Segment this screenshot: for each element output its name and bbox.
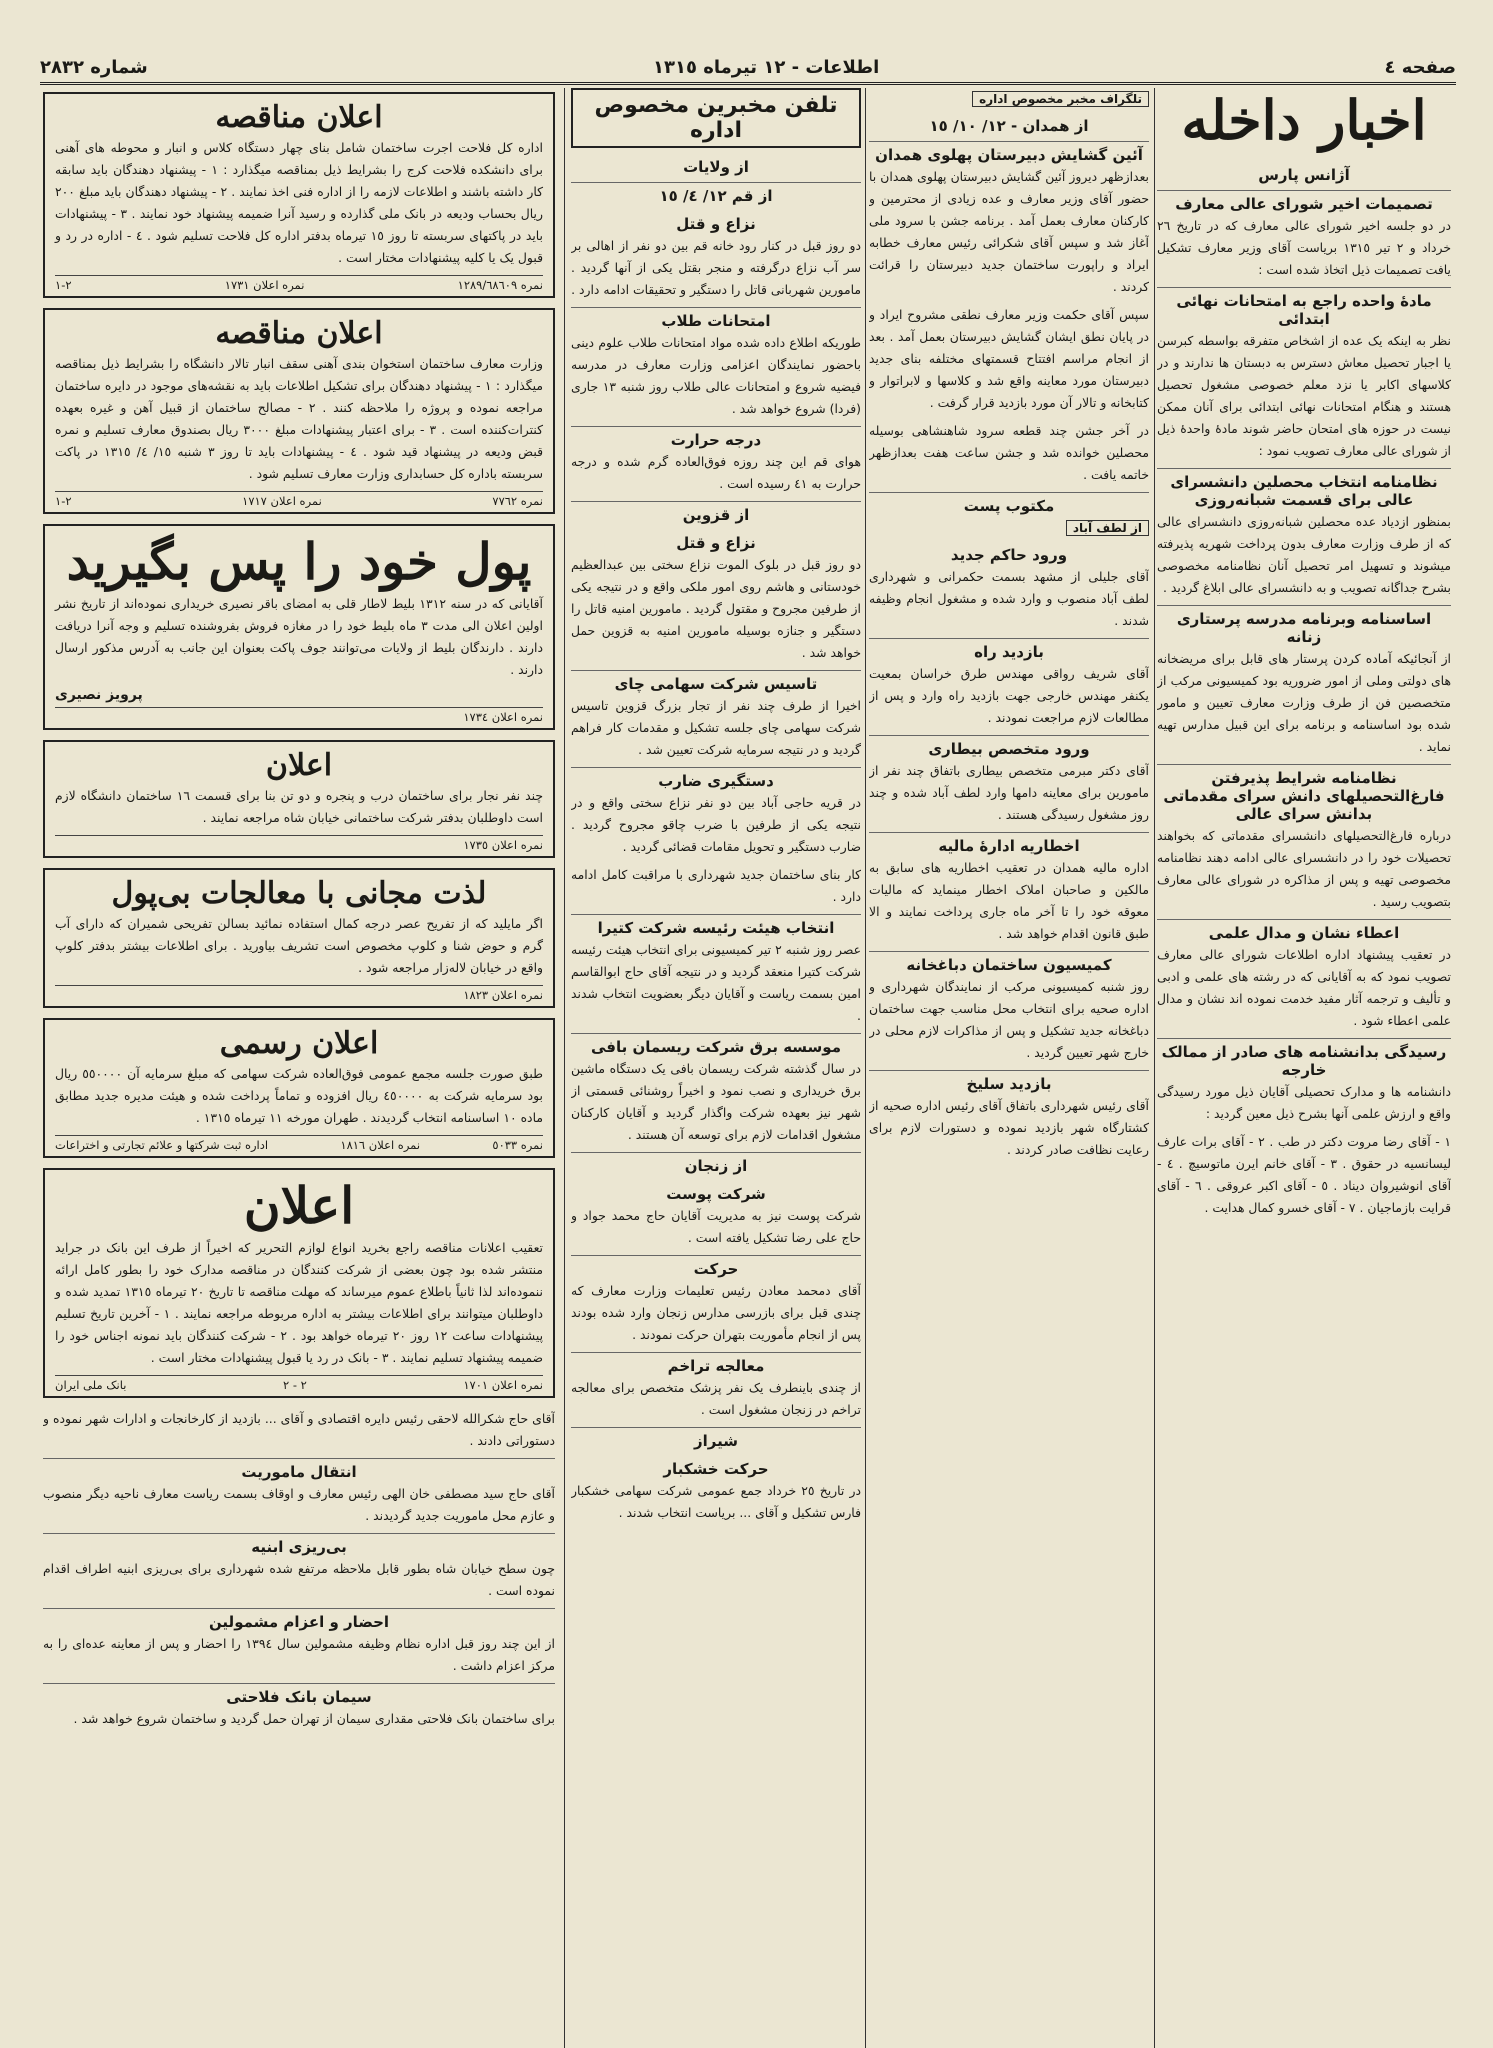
article-heading: معالجه تراخم	[571, 1352, 861, 1375]
page-label: صفحه ٤	[1384, 56, 1456, 78]
article-heading: بی‌ریزی ابنیه	[43, 1533, 555, 1556]
article-heading: مادهٔ واحده راجع به امتحانات نهائی ابتدائی	[1157, 287, 1451, 328]
provinces-column	[571, 88, 861, 1530]
article-text: سپس آقای حکمت وزیر معارف نطقی مشروح ایراد و در پایان نطق ایشان گشایش دبیرستان بعمل آمد . بعد از انجام مراسم افتتاح قسمتهای مختلفه بنای جدید دبیرستان مورد معاینه واقع شد و کلاسها و لابراتوار و کتابخانه و تالار آن مورد بازدید قرار گرفت .	[869, 307, 1149, 410]
article-text: آقای دکتر مبرمی متخصص بیطاری باتفاق چند نفر از مامورین برای معاینه دامها وارد لطف آباد شده و چند روز مشغول رسیدگی هستند .	[869, 763, 1149, 822]
article-text: اخیرا از طرف چند نفر از تجار بزرگ قزوین تاسیس شرکت سهامی چای جلسه تشکیل و مقدمات کار فراهم گردید و در نتیجه سرمایه شرکت تعیین شد .	[571, 698, 861, 757]
ad-part: ٢-١	[55, 278, 72, 292]
section-title: اخبار داخله	[1181, 88, 1427, 152]
dateline: از همدان - ١٢/ ١٠/ ١٥	[929, 117, 1089, 135]
ad-part: ٢-١	[55, 494, 72, 508]
tender-ad	[43, 308, 555, 514]
article-text: در سال گذشته شرکت ریسمان بافی یک دستگاه ماشین برق خریداری و نصب نمود و اخیراً روشنائی قسمتی از شهر نیز بعهده شرکت واگذار گردید و آقایان کارکنان مشغول اقدامات لازم برای توسعه آن هستند .	[571, 1061, 861, 1142]
issue-label: شماره ٢٨٣٢	[40, 56, 148, 78]
article-text: کار بنای ساختمان جدید شهرداری با مراقبت کامل ادامه دارد .	[571, 867, 861, 904]
telegraph-tag: تلگراف مخبر مخصوص اداره	[972, 91, 1149, 107]
article-heading: مکتوب پست	[869, 492, 1149, 515]
ad-notice-number: نمره اعلان ١٧٣١	[224, 278, 305, 292]
ad-footer	[55, 1375, 543, 1392]
column-rule	[564, 88, 565, 2048]
article-heading: نزاع و قتل	[676, 215, 756, 233]
article-text: نظر به اینکه یک عده از اشخاص متفرقه بواسطه کبرسن یا اجبار تحصیل معاش دسترس به دبستان ها ندارند و در کلاسهای اکابر یا نزد معلم خصوصی مشغول تحصیل هستند و هنگام امتحانات نهائی ابتدائی برای آنان ممکن نیست در حوزه های امتحان حاضر شوند مادهٔ واحدهٔ ذیل از شورای عالی معارف تصویب نمود :	[1157, 333, 1451, 458]
ad-body: تعقیب اعلانات مناقصه راجع بخرید انواع لوازم التحریر که اخیراً از طرف این بانک در جراید منتشر شده بود چون بعضی از شرکت کنندگان در مناقصه مدارک خود را بطور کامل ارائه ننموده‌اند لذا ثانیاً باطلاع عموم میرساند که مهلت مناقصه تا تاریخ ٢٠ تیرماه ١٣١٥ تمدید شده و داوطلبان میتوانند برای اطلاعات بیشتر به اداره مربوطه مراجعه نمایند . ١ - آخرین تاریخ تسلیم پیشنهادات ساعت ١٢ روز ٢٠ تیرماه خواهد بود . ٢ - شرکت کنندگان باید نمونه اجناس خود را ضمیمه پیشنهاد تسلیم نمایند . ٣ - بانک در رد یا قبول پیشنهادات مختار است .	[55, 1240, 544, 1365]
column-rule	[865, 88, 866, 2048]
article-heading: نزاع و قتل	[676, 534, 756, 552]
article-text: از آنجائیکه آماده کردن پرستار های قابل برای مریضخانه های دولتی وملی از امور ضروریه بود کمیسیونی مرکب از متخصصین فن از طرف وزارت معارف تعیین و مامور شده بود اساسنامه و برنامه برای این قبیل مدارس تهیه نماید .	[1157, 651, 1451, 754]
ad-body: آقایانی که در سنه ١٣١٢ بلیط لاطار قلی به امضای باقر نصیری خریداری نموده‌اند از تاریخ نشر اولین اعلان الی مدت ٣ ماه بلیط خود را در مغازه فروش بفروشنده تسلیم و وجه آنرا دریافت دارند . دارندگان بلیط از ولایات می‌توانند جوف پاکت بعنوان این جانب به آدرس مذکور ارسال دارند .	[55, 596, 543, 677]
ad-footer	[55, 275, 543, 292]
article-text: آقای رئیس شهرداری باتفاق آقای رئیس اداره صحیه از کشتارگاه شهر بازدید نموده و دستورات لازم برای رعایت نظافت صادر کردند .	[869, 1098, 1149, 1157]
article-text: دانشنامه ها و مدارک تحصیلی آقایان ذیل مورد رسیدگی واقع و ارزش علمی آنها بشرح ذیل معین گردید :	[1157, 1084, 1451, 1121]
section-tag: از لطف آباد	[1066, 520, 1149, 536]
article-heading: موسسه برق شرکت ریسمان بافی	[571, 1033, 861, 1056]
article-text: هوای قم این چند روزه فوق‌العاده گرم شده و درجه حرارت به ٤١ رسیده است .	[571, 454, 861, 491]
column-title: تلفن مخبرین مخصوص اداره	[571, 88, 861, 148]
ad-body: وزارت معارف ساختمان استخوان بندی آهنی سقف انبار تالار دانشگاه را بشرایط ذیل بمناقصه میگذارد : ١ - پیشنهاد دهندگان برای تشکیل اطلاعات باید به نقشه‌های موجود در دایره ساختمان مراجعه نموده و پروژه را ملاحظه کنند . ٢ - مصالح ساختمان از قبیل آهن و غیره بعهده کنترات‌کننده است . ٣ - برای اعتبار پیشنهادات مبلغ ٣٠٠٠ ریال بصندوق معارف تسلیم و نمره قبض ودیعه در پیشنهاد قید شود . ٤ - پیشنهادات باید تا روز ٣ شنبه ١٥/ ٤/ ١٣١٥ در پاکت سربسته باداره کل حسابداری وزارت معارف تسلیم شود .	[55, 356, 544, 481]
lower-news	[43, 1408, 555, 1730]
article-heading: درجه حرارت	[571, 426, 861, 449]
city-dateline: از قم ١٢/ ٤/ ١٥	[571, 182, 861, 205]
ad-notice-number: نمره اعلان ١٧٣٥	[463, 838, 543, 852]
ad-issuer: اداره ثبت شرکتها و علائم تجارتی و اختراعات	[55, 1138, 269, 1152]
ad-title: پول خود را پس بگیرید	[66, 532, 532, 591]
ad-body: چند نفر نجار برای ساختمان درب و پنجره و دو تن بنا برای قسمت ١٦ ساختمان دانشگاه لازم است داوطلبان بدفتر شرکت ساختمانی خیابان شاه مراجعه نمایند .	[55, 788, 543, 825]
article-heading: سیمان بانک فلاحتی	[43, 1683, 555, 1706]
article-heading: تصمیمات اخیر شورای عالی معارف	[1157, 190, 1451, 213]
masthead	[40, 52, 1456, 85]
masthead-center: اطلاعات - ١٢ تیرماه ١٣١٥	[653, 56, 880, 78]
article-text: درباره فارغ‌التحصیلهای دانشسرای مقدماتی که بخواهند تحصیلات خود را در دانشسرای عالی ادامه دهند نظامنامه مخصوصی تهیه و پس از مذاکره در شورای عالی معارف بتصویب رسید .	[1157, 828, 1451, 909]
tender-ad	[43, 92, 555, 298]
article-heading: تاسیس شرکت سهامی چای	[571, 670, 861, 693]
ad-footer	[55, 985, 543, 1002]
ad-notice-number: نمره اعلان ١٨١٦	[340, 1138, 421, 1152]
article-text: اداره مالیه همدان در تعقیب اخطاریه های سابق به مالکین و صاحبان املاک اخطار مینماید که مالیات معوقه خود را تا آخر ماه جاری پرداخت نمایند و الا طبق قانون اقدام خواهد شد .	[869, 860, 1149, 941]
leisure-ad	[43, 868, 555, 1008]
ad-body: اداره کل فلاحت اجرت ساختمان شامل بنای چهار دستگاه کلاس و انبار و محوطه های آهنی برای دانشکده فلاحت کرج را بشرایط ذیل بمناقصه میگذارد : ١ - پیشنهاد دهندگان باید سابقه کار داشته باشند و اطلاعات لازمه را از اداره فنی اخذ نمایند . ٢ - پیشنهاد دهندگان باید مبلغ ٢٠٠ ریال بحساب ودیعه در بانک ملی گذارده و رسید آنرا ضمیمه پیشنهاد خود نمایند . ٣ - پیشنهادات باید در پاکتهای سربسته تا روز ١٥ تیرماه بدفتر اداره کل فلاحت تسلیم شود . ٤ - اداره در رد و قبول یک یا کلیه پیشنهادات مختار است .	[55, 140, 544, 265]
article-heading: انتقال ماموریت	[43, 1458, 555, 1481]
ad-notice-number: نمره اعلان ١٧٣٤	[463, 710, 543, 724]
ad-number: نمره ٥٠٣٣	[492, 1138, 543, 1152]
article-text: روز شنبه کمیسیونی مرکب از نمایندگان شهرداری و اداره صحیه برای انتخاب محل مناسب جهت ساختمان دباغخانه جدید تشکیل و پس از مذاکرات لازم محلی در خارج شهر تعیین گردید .	[869, 979, 1149, 1060]
article-heading: حرکت	[571, 1255, 861, 1278]
ad-body: طبق صورت جلسه مجمع عمومی فوق‌العاده شرکت سهامی که مبلغ سرمایه آن ٥٥٠٠٠٠ ریال بود سرمایه شرکت به ٤٥٠٠٠٠ ریال افزوده و تماماً پرداخت شده و هیئت مدیره جدید مطابق ماده ١٠ اساسنامه انتخاب گردیدند . طهران مورخه ١١ تیرماه ١٣١٥ .	[55, 1066, 543, 1125]
ad-title: اعلان مناقصه	[215, 100, 383, 135]
article-heading: ورود متخصص بیطاری	[869, 735, 1149, 758]
article-text: آقای جلیلی از مشهد بسمت حکمرانی و شهرداری لطف آباد منصوب و وارد شده و مشغول انجام وظیفه شدند .	[869, 569, 1149, 628]
article-text: از چندی باینطرف یک نفر پزشک متخصص برای معالجه تراخم در زنجان مشغول است .	[571, 1380, 861, 1417]
ad-footer	[55, 491, 543, 508]
article-text: برای ساختمان بانک فلاحتی مقداری سیمان از تهران حمل گردید و ساختمان شروع خواهد شد .	[73, 1711, 555, 1726]
hamadan-column	[869, 88, 1149, 1167]
article-heading: رسیدگی بدانشنامه های صادر از ممالک خارجه	[1157, 1038, 1451, 1079]
ad-notice-number: نمره اعلان ١٧٠١	[463, 1378, 543, 1392]
article-text: در قریه حاجی آباد بین دو نفر نزاع سختی واقع و در نتیجه یکی از طرفین با ضرب چاقو مجروح گردید . ضارب دستگیر و تحویل مقامات قضائی گردید .	[571, 795, 861, 854]
article-text: دو روز قبل در بلوک الموت نزاع سختی بین عبدالعظیم خودستانی و هاشم روی امور ملکی واقع و در نتیجه یکی از طرفین مجروح و مقتول گردید . مامورین امنیه قاتل را دستگیر و جنازه بوسیله مامورین امنیه به قزوین حمل خواهد شد .	[571, 557, 861, 660]
article-text: طوریکه اطلاع داده شده مواد امتحانات طلاب علوم دینی باحضور نمایندگان اعزامی وزارت معارف در مدرسه فیضیه شروع و امتحانات عالی طلاب روز شنبه ١٣ جاری (فردا) شروع خواهد شد .	[571, 335, 861, 416]
ad-title: اعلان مناقصه	[215, 316, 383, 351]
column-subtitle: از ولایات	[683, 158, 749, 176]
article-text: چون سطح خیابان شاه بطور قابل ملاحظه مرتفع شده شهرداری برای بی‌ریزی ابنیه اطراف اقدام نموده است .	[43, 1561, 555, 1598]
article-text: در تاریخ ٢٥ خرداد جمع عمومی شرکت سهامی خشکبار فارس تشکیل و آقای ... بریاست انتخاب شدند .	[571, 1483, 861, 1520]
notice-ad	[43, 740, 555, 858]
ad-notice-number: نمره اعلان ١٧١٧	[242, 494, 322, 508]
article-heading: امتحانات طلاب	[571, 307, 861, 330]
ad-notice-number: نمره اعلان ١٨٢٣	[463, 988, 543, 1002]
column-rule	[1154, 88, 1155, 2048]
article-text: آقای شریف رواقی مهندس طرق خراسان بمعیت یکنفر مهندس خارجی جهت بازدید راه وارد و پس از مطالعات لازم مراجعت نمودند .	[869, 666, 1149, 725]
ad-part: ٢ - ٢	[283, 1378, 307, 1392]
article-heading: اعطاء نشان و مدال علمی	[1157, 919, 1451, 942]
ad-body: اگر مایلید که از تفریح عصر درجه کمال استفاده نمائید بسالن تفریحی شمیران که دارای آب گرم و حوض شنا و کلوپ مخصوص است تشریف بیاورید . برای اطلاعات بیشتر بدفتر کلوپ واقع در خیابان لاله‌زار مراجعه شود .	[55, 916, 543, 975]
ad-issuer: بانک ملی ایران	[55, 1378, 127, 1392]
domestic-news-column	[1157, 88, 1451, 1225]
advertisements-column	[43, 88, 555, 1736]
article-text: آقای حاج سید مصطفی خان الهی رئیس معارف و اوقاف بسمت ریاست معارف ناحیه دیگر منصوب و عازم محل ماموریت جدید گردیدند .	[43, 1486, 555, 1523]
ad-number: نمره ٧٧٦٢	[492, 494, 543, 508]
article-heading: اساسنامه وبرنامه مدرسه پرستاری زنانه	[1157, 605, 1451, 646]
ad-footer	[55, 835, 543, 852]
article-text: آقای دمحمد معادن رئیس تعلیمات وزارت معارف که چندی قبل برای بازرسی مدارس زنجان وارد شده بودند پس از انجام مأموریت بتهران حرکت نمودند .	[571, 1283, 861, 1342]
article-heading: بازدید سلیخ	[869, 1070, 1149, 1093]
article-text: عصر روز شنبه ٢ تیر کمیسیونی برای انتخاب هیئت رئیسه شرکت کتیرا منعقد گردید و در نتیجه آقای حاج ابوالقاسم امین بسمت ریاست و آقایان دیگر بعضویت انتخاب شدند .	[571, 942, 861, 1023]
ad-title: اعلان رسمی	[219, 1026, 379, 1061]
article-text: در آخر جشن چند قطعه سرود شاهنشاهی بوسیله محصلین خوانده شد و جشن ساعت هفت بعدازظهر خاتمه یافت .	[869, 423, 1149, 482]
article-heading: نظامنامه انتخاب محصلین دانشسرای عالی برای قسمت شبانه‌روزی	[1157, 468, 1451, 509]
article-text: در دو جلسه اخیر شورای عالی معارف که در تاریخ ٢٦ خرداد و ٢ تیر ١٣١٥ بریاست آقای وزیر معارف تشکیل یافت تصمیمات ذیل اتخاذ شده است :	[1157, 218, 1451, 277]
article-heading: انتخاب هیئت رئیسه شرکت کتیرا	[571, 914, 861, 937]
article-heading: بازدید راه	[869, 638, 1149, 661]
article-heading: کمیسیون ساختمان دباغخانه	[869, 951, 1149, 974]
article-heading: آئین گشایش دبیرستان پهلوی همدان	[869, 141, 1149, 164]
refund-ad	[43, 524, 555, 730]
article-heading: ورود حاکم جدید	[950, 546, 1068, 564]
article-text: بمنظور ازدیاد عده محصلین شبانه‌روزی دانشسرای عالی که از طرف وزارت معارف بدون پرداخت شهریه پذیرفته میشوند و تسهیل امر تحصیل آنان نظامنامه مخصوصی بشرح جداگانه تصویب و به دانشسرای عالی ابلاغ گردید .	[1157, 514, 1451, 595]
official-notice-ad	[43, 1018, 555, 1158]
ad-footer	[55, 707, 543, 724]
city-dateline: از زنجان	[571, 1152, 861, 1175]
article-text: آقای حاج شکرالله لاحقی رئیس دایره اقتصادی و آقای ... بازدید از کارخانجات و ادارات شهر نموده و دستوراتی دادند .	[43, 1411, 555, 1448]
agency-label: آژانس پارس	[1258, 166, 1350, 184]
article-heading: احضار و اعزام مشمولین	[43, 1608, 555, 1631]
article-text: دو روز قبل در کنار رود خانه قم بین دو نفر از اهالی بر سر آب نزاع درگرفته و منجر بقتل یکی از آنها گردید . مامورین شهربانی قاتل را دستگیر و تحقیقات ادامه دارد .	[571, 238, 861, 297]
ad-title: اعلان	[243, 1176, 355, 1235]
article-heading: نظامنامه شرایط پذیرفتن فارغ‌التحصیلهای دانش سرای مقدماتی بدانش سرای عالی	[1157, 764, 1451, 823]
ad-number: نمره ١٢٨٩/٦٨٦٠٩	[457, 278, 543, 292]
degree-list: ١ - آقای رضا مروت دکتر در طب . ٢ - آقای برات عارف لیسانسیه در حقوق . ٣ - آقای خانم ایرن ماتوسیچ . ٤ - آقای انوشیروان دیناد . ٥ - آقای اکبر عروقی . ٦ - آقای قرایت بازماجیان . ٧ - آقای خسرو کمال هدایت .	[1157, 1134, 1451, 1215]
article-heading: دستگیری ضارب	[571, 767, 861, 790]
ad-signature: پرویز نصیری	[55, 687, 143, 703]
article-text: شرکت پوست نیز به مدیریت آقایان حاج محمد جواد و حاج علی رضا تشکیل یافته است .	[571, 1208, 861, 1245]
article-heading: شرکت پوست	[666, 1185, 766, 1203]
ad-title: لذت مجانی با معالجات بی‌پول	[111, 876, 487, 911]
article-heading: اخطاریه ادارهٔ مالیه	[869, 832, 1149, 855]
ad-footer	[55, 1135, 543, 1152]
article-heading: حرکت خشکبار	[663, 1460, 769, 1478]
article-text: بعدازظهر دیروز آئین گشایش دبیرستان پهلوی همدان با حضور آقای وزیر معارف و عده زیادی از محترمین و کارکنان معارف بعمل آمد . برنامه جشن با سرود ملی آغاز شد و سپس آقای شکرائی رئیس معارف خطابه ایراد و راپورت ساختمان جدید دبیرستان را قرائت کردند .	[869, 169, 1149, 294]
city-dateline: از قزوین	[571, 501, 861, 524]
bank-tender-ad	[43, 1168, 555, 1398]
city-dateline: شیراز	[571, 1427, 861, 1450]
article-text: در تعقیب پیشنهاد اداره اطلاعات شورای عالی معارف تصویب نمود که به آقایانی که در رشته های علمی و ادبی و تألیف و ترجمه آثار مفید خدمت نموده اند نشان و مدال علمی اعطاء شود .	[1157, 947, 1451, 1028]
ad-title: اعلان	[265, 748, 333, 783]
article-text: از این چند روز قبل اداره نظام وظیفه مشمولین سال ١٣٩٤ را احضار و پس از معاینه عده‌ای را به مرکز اعزام داشت .	[43, 1636, 555, 1673]
